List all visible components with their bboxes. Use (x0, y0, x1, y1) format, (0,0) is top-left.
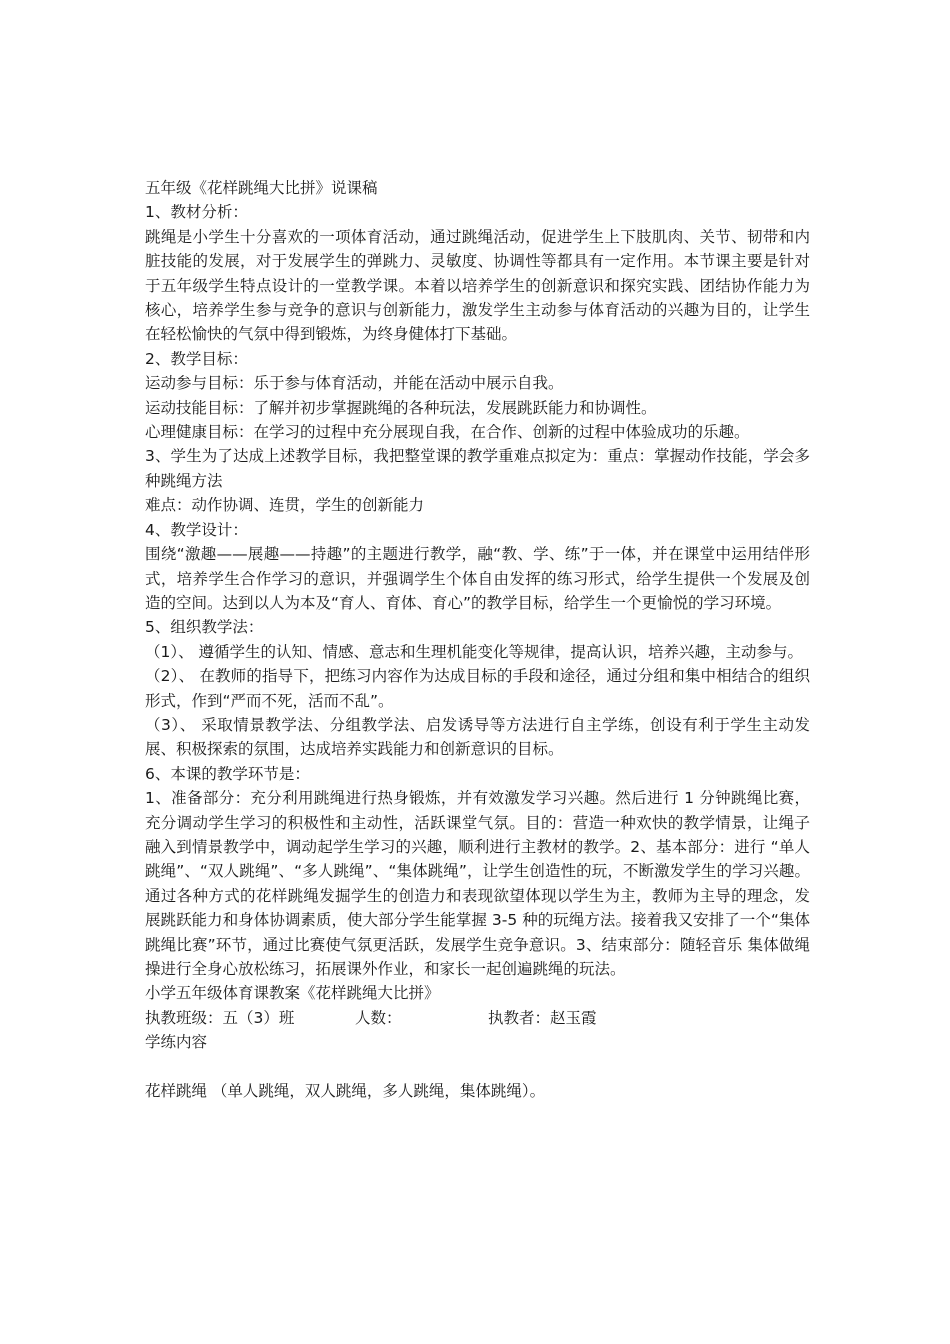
document-title: 五年级《花样跳绳大比拼》说课稿 (145, 179, 378, 197)
section-heading-material-analysis: 1、教材分析： (145, 203, 248, 222)
student-count-label: 人数： (355, 1008, 402, 1027)
material-analysis-paragraph: 跳绳是小学生十分喜欢的一项体育活动，通过跳绳活动，促进学生上下肢肌肉、关节、韧带和内脏技能的发展，对于发展学生的弹跳力、灵敏度、协调性等都具有一定作用。本节课主要是针对于五年级学生特点设计的一堂教学课。本着以培养学生的创新意识和探究实践、团结协作能力为核心，培养学生参与竞争的意识与创新能力，激发学生主动参与体育活动的兴趣为目的，让学生在轻松愉快的气氛中得到锻炼，为终身健体打下基础。 (145, 227, 810, 344)
section-heading-teaching-steps: 6、本课的教学环节是： (145, 764, 310, 783)
key-points-paragraph: 3、学生为了达成上述教学目标，我把整堂课的教学重难点拟定为：重点：掌握动作技能，学会多种跳绳方法 (145, 447, 810, 490)
blank-line (145, 1055, 810, 1079)
goal-skills: 运动技能目标：了解并初步掌握跳绳的各种玩法，发展跳跃能力和协调性。 (145, 398, 657, 417)
difficulty-line: 难点：动作协调、连贯，学生的创新能力 (145, 496, 425, 515)
method-item-3: （3）、 采取情景教学法、分组教学法、启发诱导等方法进行自主学练，创设有利于学生主动发展、积极探索的氛围，达成培养实践能力和创新意识的目标。 (145, 715, 810, 759)
content-line: 花样跳绳 （单人跳绳，双人跳绳，多人跳绳，集体跳绳）。 (145, 1081, 546, 1100)
document-page (145, 176, 810, 1103)
section-heading-teaching-design: 4、教学设计： (145, 520, 248, 539)
lesson-plan-info-row (145, 1006, 810, 1030)
content-label: 学练内容 (145, 1033, 208, 1052)
teaching-steps-paragraph: 1、准备部分：充分利用跳绳进行热身锻炼，并有效激发学习兴趣。然后进行 1 分钟跳绳比赛，充分调动学生学习的积极性和主动性，活跃课堂气氛。目的：营造一种欢快的教学情景，让绳子融入到情景教学中，调动起学生学习的兴趣，顺利进行主教材的教学。2、基本部分：进行 “单人跳绳”、“双人跳绳”、“多人跳绳”、“集体跳绳”，让学生创造性的玩，不断激发学生的学习兴趣。通过各种方式的花样跳绳发掘学生的创造力和表现欲望体现以学生为主，教师为主导的理念，发展跳跃能力和身体协调素质，使大部分学生能掌握 3-5 种的玩绳方法。接着我又安排了一个“集体跳绳比赛”环节，通过比赛使气氛更活跃，发展学生竞争意识。3、结束部分：随轻音乐 集体做绳操进行全身心放松练习，拓展课外作业，和家长一起创遍跳绳的玩法。 (145, 789, 810, 978)
teaching-design-paragraph: 围绕“激趣——展趣——持趣”的主题进行教学，融“教、学、练”于一体，并在课堂中运用结伴形式，培养学生合作学习的意识，并强调学生个体自由发挥的练习形式，给学生提供一个发展及创造的空间。达到以人为本及“育人、育体、育心”的教学目标，给学生一个更愉悦的学习环境。 (145, 545, 810, 612)
section-heading-teaching-goals: 2、教学目标： (145, 349, 248, 368)
section-heading-organization-methods: 5、组织教学法： (145, 618, 264, 637)
goal-participation: 运动参与目标：乐于参与体育活动，并能在活动中展示自我。 (145, 374, 564, 393)
goal-mental-health: 心理健康目标：在学习的过程中充分展现自我，在合作、创新的过程中体验成功的乐趣。 (145, 423, 750, 442)
lesson-plan-title: 小学五年级体育课教案《花样跳绳大比拼》 (145, 984, 440, 1003)
teacher-label: 执教者：赵玉霞 (488, 1008, 597, 1027)
method-item-2: （2）、 在教师的指导下，把练习内容作为达成目标的手段和途径，通过分组和集中相结合的组织形式，作到“严而不死，活而不乱”。 (145, 667, 810, 710)
method-item-1: （1）、 遵循学生的认知、情感、意志和生理机能变化等规律，提高认识，培养兴趣，主动参与。 (145, 642, 804, 661)
class-label: 执教班级：五（3）班 (145, 1008, 295, 1027)
